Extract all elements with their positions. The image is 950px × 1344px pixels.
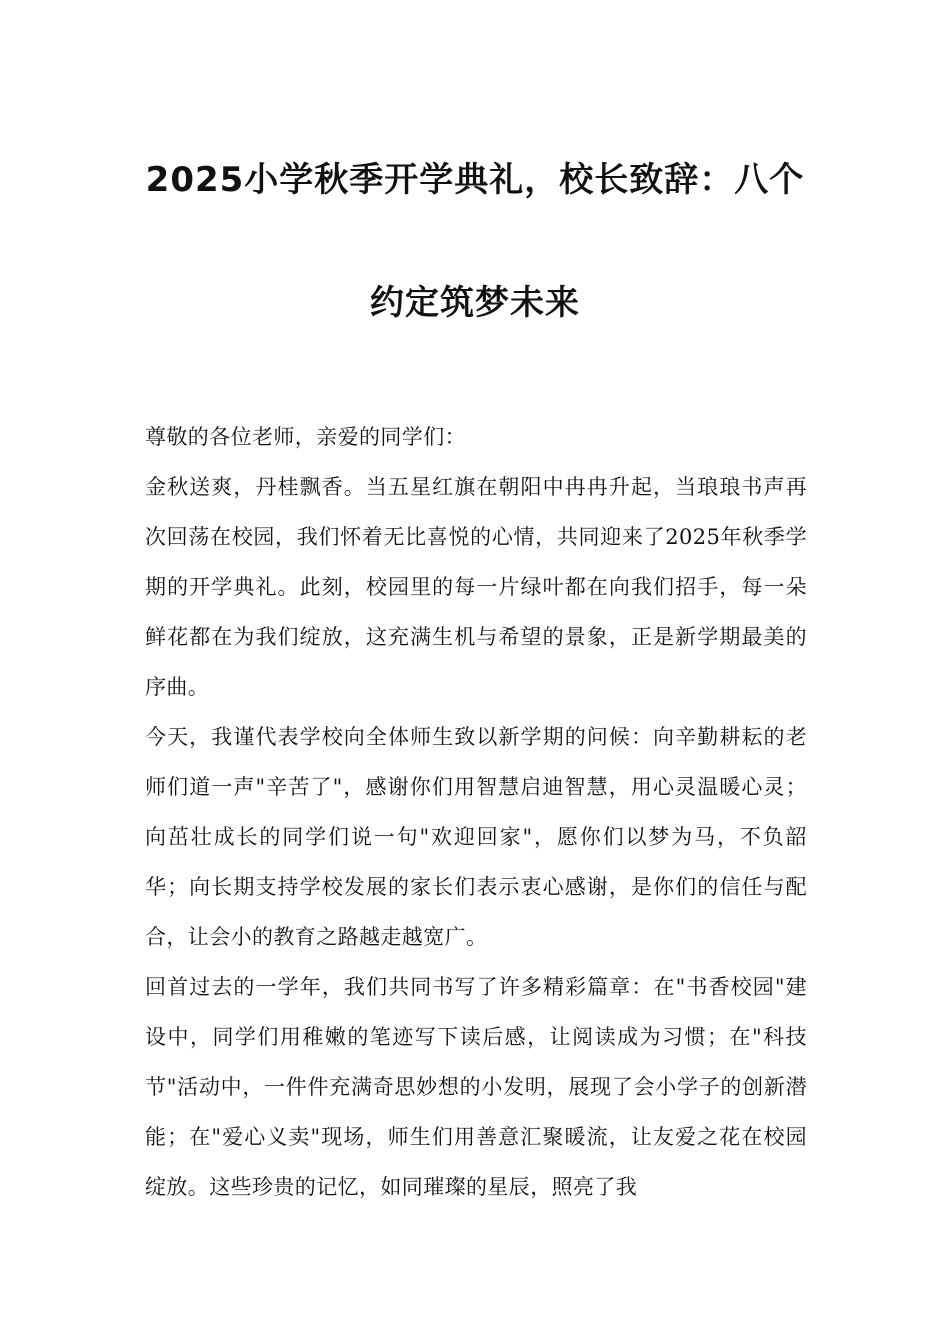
paragraph-2: 今天，我谨代表学校向全体师生致以新学期的问候：向辛勤耕耘的老师们道一声"辛苦了"，感谢你们用智慧启迪智慧，用心灵温暖心灵；向茁壮成长的同学们说一句"欢迎回家"，愿你们以梦为马，不负韶华；向长期支持学校发展的家长们表示衷心感谢，是你们的信任与配合，让会小的教育之路越走越宽广。 <box>145 725 807 949</box>
salutation: 尊敬的各位老师，亲爱的同学们： <box>145 425 466 449</box>
paragraph-1: 金秋送爽，丹桂飘香。当五星红旗在朝阳中冉冉升起，当琅琅书声再次回荡在校园，我们怀着无比喜悦的心情，共同迎来了2025年秋季学期的开学典礼。此刻，校园里的每一片绿叶都在向我们招手，每一朵鲜花都在为我们绽放，这充满生机与希望的景象，正是新学期最美的序曲。 <box>145 475 807 699</box>
document-body <box>145 412 807 1212</box>
paragraph-3: 回首过去的一学年，我们共同书写了许多精彩篇章：在"书香校园"建设中，同学们用稚嫩的笔迹写下读后感，让阅读成为习惯；在"科技节"活动中，一件件充满奇思妙想的小发明，展现了会小学子的创新潜能；在"爱心义卖"现场，师生们用善意汇聚暖流，让友爱之花在校园绽放。这些珍贵的记忆，如同璀璨的星辰，照亮了我 <box>145 975 807 1199</box>
document-title <box>145 150 805 333</box>
title-line-2: 约定筑梦未来 <box>370 283 580 323</box>
title-line-1: 2025小学秋季开学典礼，校长致辞：八个 <box>145 160 805 200</box>
